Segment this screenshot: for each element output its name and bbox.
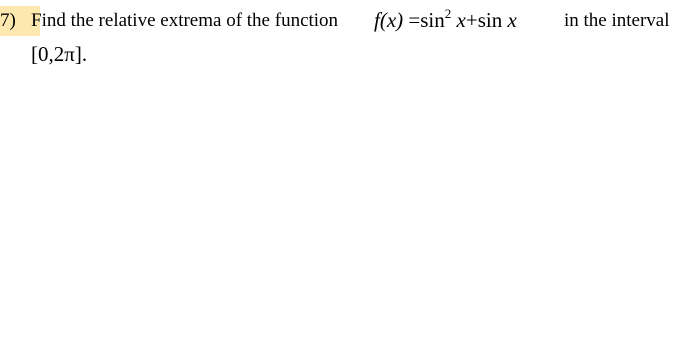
question-number: 7) (0, 10, 16, 31)
plus-sign: + (465, 8, 478, 32)
equals-sign: = (408, 8, 421, 32)
variable-x-1: x (456, 8, 466, 32)
exponent: 2 (444, 6, 452, 21)
interval-prefix-text: in the interval (564, 10, 670, 31)
sin-term-2: sin (477, 8, 503, 32)
question-text: Find the relative extrema of the function (31, 10, 339, 31)
variable-x-2: x (507, 8, 517, 32)
function-name: f(x) (374, 8, 404, 32)
sin-term-1: sin (420, 8, 445, 32)
interval-expression: [0,2π]. (31, 42, 88, 66)
function-expression (374, 6, 517, 32)
